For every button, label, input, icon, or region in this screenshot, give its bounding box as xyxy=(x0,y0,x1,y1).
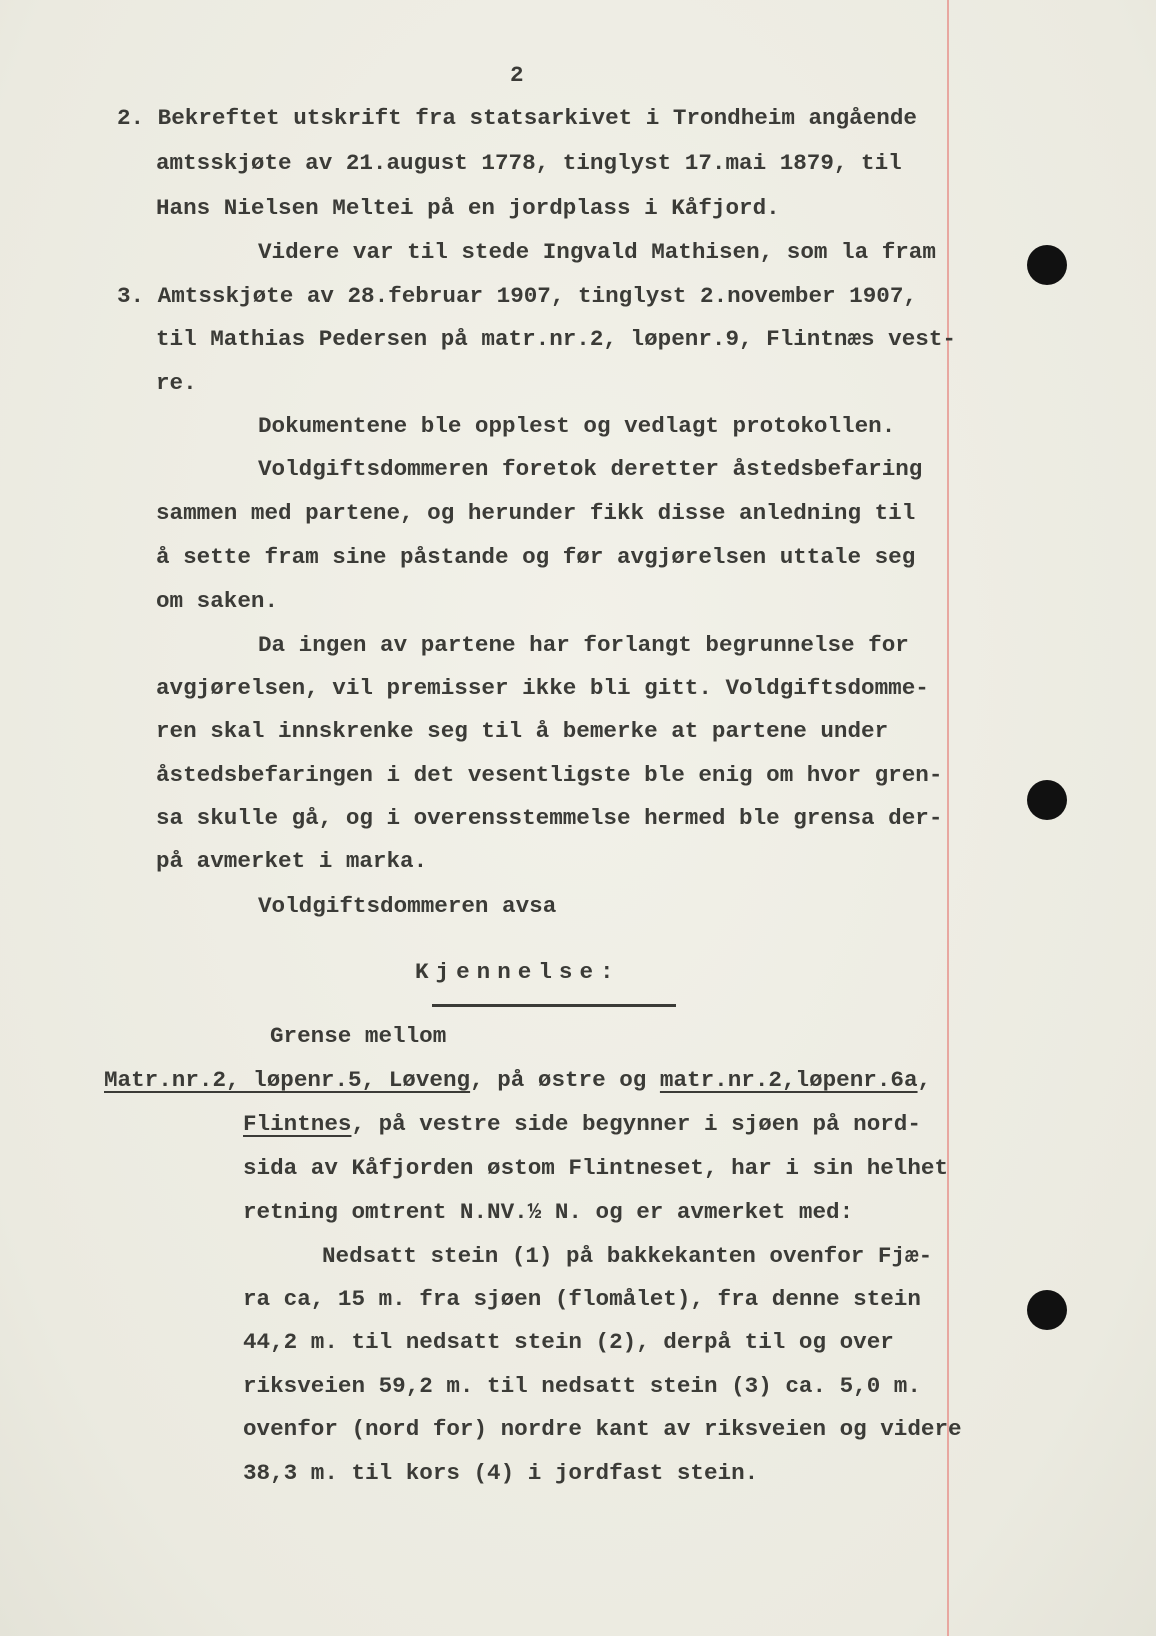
text-line: Hans Nielsen Meltei på en jordplass i Kåfjord. xyxy=(156,195,780,221)
text-line: sammen med partene, og herunder fikk disse anledning til xyxy=(156,500,916,526)
text-line xyxy=(104,1067,931,1093)
page-number: 2 xyxy=(510,62,524,88)
text-line: ren skal innskrenke seg til å bemerke at partene under xyxy=(156,718,889,744)
text-line: ovenfor (nord for) nordre kant av riksveien og videre xyxy=(243,1416,962,1442)
text-segment: , xyxy=(917,1067,932,1093)
underlined-property: matr.nr.2,løpenr.6a xyxy=(659,1067,918,1093)
punch-hole xyxy=(1027,780,1067,820)
text-line: Da ingen av partene har forlangt begrunnelse for xyxy=(258,632,909,658)
text-line: Voldgiftsdommeren foretok deretter åstedsbefaring xyxy=(258,456,923,482)
heading-underline xyxy=(432,1004,676,1007)
text-line: ra ca, 15 m. fra sjøen (flomålet), fra denne stein xyxy=(243,1286,921,1312)
text-line: 2. Bekreftet utskrift fra statsarkivet i Trondheim angående xyxy=(117,105,917,131)
text-segment: , på vestre side begynner i sjøen på nord- xyxy=(351,1111,921,1137)
margin-rule xyxy=(947,0,949,1636)
text-line: avgjørelsen, vil premisser ikke bli gitt. Voldgiftsdomme- xyxy=(156,675,929,701)
underlined-property: Matr.nr.2, løpenr.5, Løveng xyxy=(104,1067,471,1093)
text-line: sida av Kåfjorden østom Flintneset, har i sin helhet xyxy=(243,1155,949,1181)
text-line: 44,2 m. til nedsatt stein (2), derpå til og over xyxy=(243,1329,894,1355)
underlined-property: Flintnes xyxy=(243,1111,352,1137)
punch-hole xyxy=(1027,1290,1067,1330)
text-line: Grense mellom xyxy=(270,1023,447,1049)
text-line: å sette fram sine påstande og før avgjørelsen uttale seg xyxy=(156,544,916,570)
text-segment: , på østre og xyxy=(470,1067,660,1093)
text-line: Dokumentene ble opplest og vedlagt protokollen. xyxy=(258,413,896,439)
text-line: amtsskjøte av 21.august 1778, tinglyst 17.mai 1879, til xyxy=(156,150,902,176)
text-line: om saken. xyxy=(156,588,279,614)
text-line: åstedsbefaringen i det vesentligste ble enig om hvor gren- xyxy=(156,762,943,788)
text-line xyxy=(243,1111,921,1137)
text-line: på avmerket i marka. xyxy=(156,848,428,874)
text-line: 38,3 m. til kors (4) i jordfast stein. xyxy=(243,1460,759,1486)
text-line: sa skulle gå, og i overensstemmelse hermed ble grensa der- xyxy=(156,805,943,831)
text-line: til Mathias Pedersen på matr.nr.2, løpenr.9, Flintnæs vest- xyxy=(156,326,956,352)
section-heading: Kjennelse: xyxy=(415,959,621,985)
text-line: re. xyxy=(156,370,197,396)
text-line: riksveien 59,2 m. til nedsatt stein (3) ca. 5,0 m. xyxy=(243,1373,921,1399)
text-line: Nedsatt stein (1) på bakkekanten ovenfor Fjæ- xyxy=(322,1243,933,1269)
text-line: 3. Amtsskjøte av 28.februar 1907, tinglyst 2.november 1907, xyxy=(117,283,917,309)
punch-hole xyxy=(1027,245,1067,285)
text-line: retning omtrent N.NV.½ N. og er avmerket med: xyxy=(243,1199,854,1225)
text-line: Videre var til stede Ingvald Mathisen, som la fram xyxy=(258,239,936,265)
text-line: Voldgiftsdommeren avsa xyxy=(258,893,557,919)
